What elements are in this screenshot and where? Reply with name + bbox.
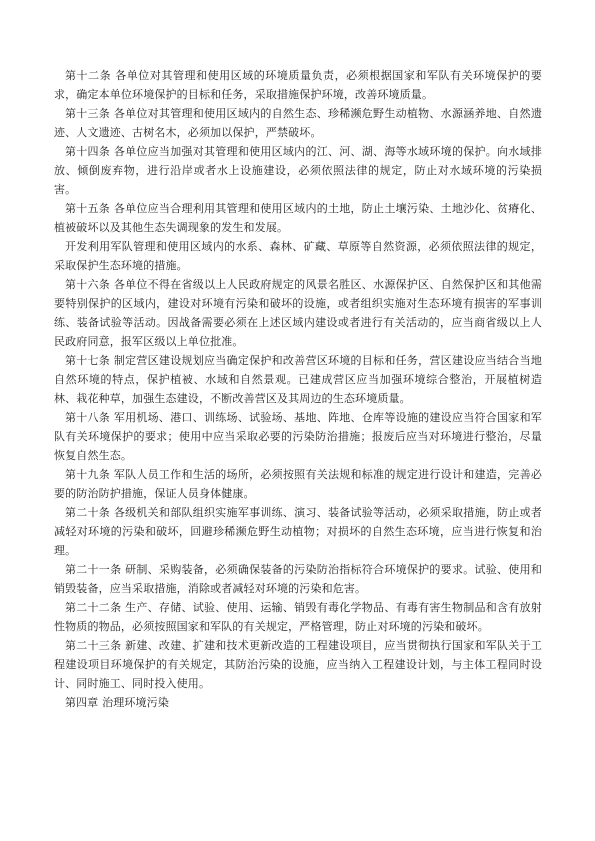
article-12-paragraph: 第十二条 各单位对其管理和使用区域的环境质量负责，必须根据国家和军队有关环境保护的要求，确定本单位环境保护的目标和任务，采取措施保护环境，改善环境质量。 bbox=[54, 69, 542, 101]
article-15-continuation-paragraph: 开发利用军队管理和使用区域内的水系、森林、矿藏、草原等自然资源，必须依照法律的规定，采取保护生态环境的措施。 bbox=[54, 240, 542, 272]
article-15-paragraph: 第十五条 各单位应当合理利用其管理和使用区域内的土地，防止土壤污染、土地沙化、贫瘠化、植被破坏以及其他生态失调现象的发生和发展。 bbox=[54, 202, 542, 234]
article-22-paragraph: 第二十二条 生产、存储、试验、使用、运输、销毁有毒化学物品、有毒有害生物制品和含有放射性物质的物品，必须按照国家和军队的有关规定，严格管理，防止对环境的污染和破坏。 bbox=[54, 601, 542, 633]
article-14-paragraph: 第十四条 各单位应当加强对其管理和使用区域内的江、河、湖、海等水域环境的保护。向水域排放、倾倒废弃物，进行沿岸或者水上设施建设，必须依照法律的规定，防止对水域环境的污染损害。 bbox=[54, 145, 542, 196]
article-20-paragraph: 第二十条 各级机关和部队组织实施军事训练、演习、装备试验等活动，必须采取措施，防止或者减轻对环境的污染和破坏，回避珍稀濒危野生动植物；对损坏的自然生态环境，应当进行恢复和治理。 bbox=[54, 506, 542, 557]
article-19-paragraph: 第十九条 军队人员工作和生活的场所，必须按照有关法规和标准的规定进行设计和建造，完善必要的防治防护措施，保证人员身体健康。 bbox=[54, 468, 542, 500]
article-18-paragraph: 第十八条 军用机场、港口、训练场、试验场、基地、阵地、仓库等设施的建设应当符合国家和军队有关环境保护的要求；使用中应当采取必要的污染防治措施；报废后应当对环境进行整治，尽量恢复自然生态。 bbox=[54, 411, 542, 462]
article-21-paragraph: 第二十一条 研制、采购装备，必须确保装备的污染防治指标符合环境保护的要求。试验、使用和销毁装备，应当采取措施，消除或者减轻对环境的污染和危害。 bbox=[54, 563, 542, 595]
chapter-4-heading: 第四章 治理环境污染 bbox=[65, 696, 169, 709]
article-13-paragraph: 第十三条 各单位对其管理和使用区域内的自然生态、珍稀濒危野生动植物、水源涵养地、自然遗迹、人文遗迹、古树名木，必须加以保护，严禁破坏。 bbox=[54, 107, 542, 139]
article-16-paragraph: 第十六条 各单位不得在省级以上人民政府规定的风景名胜区、水源保护区、自然保护区和其他需要特别保护的区域内，建设对环境有污染和破坏的设施，或者组织实施对生态环境有损害的军事训练、装备试验等活动。因战备需要必须在上述区域内建设或者进行有关活动的，应当商省级以上人民政府同意，报军区级以上单位批准。 bbox=[54, 278, 542, 348]
article-23-paragraph: 第二十三条 新建、改建、扩建和技术更新改造的工程建设项目，应当贯彻执行国家和军队关于工程建设项目环境保护的有关规定，其防治污染的设施，应当纳入工程建设计划，与主体工程同时设计、同时施工、同时投入使用。 bbox=[54, 639, 542, 690]
document-body bbox=[54, 66, 542, 712]
article-17-paragraph: 第十七条 制定营区建设规划应当确定保护和改善营区环境的目标和任务，营区建设应当结合当地自然环境的特点，保护植被、水域和自然景观。已建成营区应当加强环境综合整治，开展植树造林、栽花种草，加强生态建设，不断改善营区及其周边的生态环境质量。 bbox=[54, 354, 542, 405]
